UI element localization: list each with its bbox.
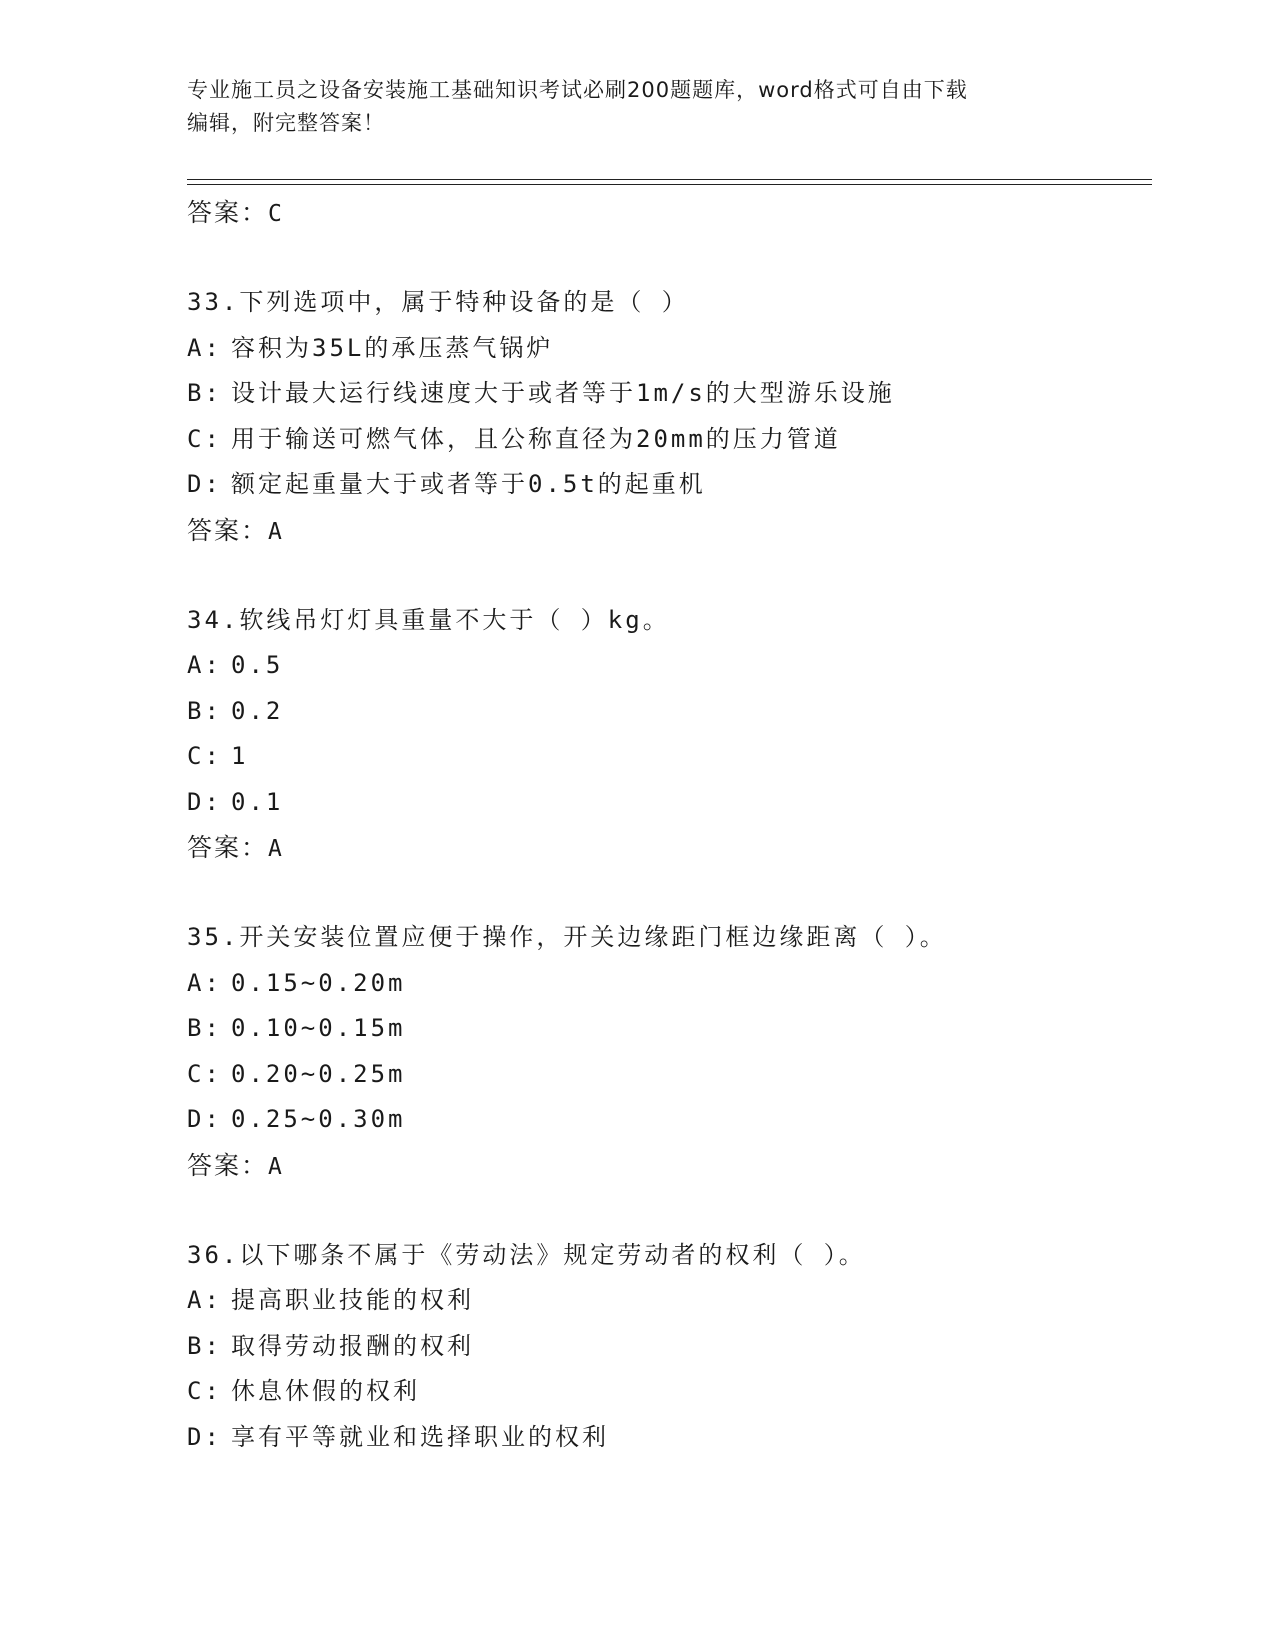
answer-label: 答案： (187, 833, 269, 862)
document-title (187, 74, 1067, 140)
option-key: B: (187, 696, 222, 725)
answer-value: A (268, 518, 284, 545)
answer-label: 答案： (187, 1150, 269, 1180)
option-key: A: (187, 968, 222, 997)
option-c (187, 1052, 1137, 1098)
option-d (187, 1415, 1137, 1461)
question-33 (187, 280, 1137, 554)
question-stem: 36.以下哪条不属于《劳动法》规定劳动者的权利（ ）。 (187, 1240, 866, 1269)
option-text: 提高职业技能的权利 (231, 1286, 474, 1314)
option-b (187, 371, 1137, 417)
option-text: 0.20~0.25m (231, 1059, 406, 1088)
option-text: 设计最大运行线速度大于或者等于1m/s的大型游乐设施 (231, 379, 895, 407)
option-key: C: (187, 424, 222, 453)
previous-answer (187, 190, 1137, 236)
title-line-2: 编辑，附完整答案！ (187, 111, 385, 135)
header-divider-top (187, 179, 1152, 180)
header-divider-bottom (187, 184, 1152, 185)
option-key: D: (187, 1105, 222, 1133)
answer-line (187, 825, 1137, 871)
option-text: 0.1 (231, 787, 284, 816)
option-key: C: (187, 1059, 222, 1088)
question-stem: 34.软线吊灯灯具重量不大于（ ）kg。 (187, 605, 670, 634)
option-text: 0.5 (231, 651, 284, 679)
option-d (187, 1097, 1137, 1143)
option-text: 取得劳动报酬的权利 (231, 1331, 474, 1360)
option-text: 0.10~0.15m (231, 1014, 406, 1042)
question-34 (187, 598, 1137, 872)
option-text: 休息休假的权利 (231, 1377, 420, 1405)
option-text: 1 (231, 742, 249, 770)
option-c (187, 734, 1137, 780)
option-key: B: (187, 379, 222, 407)
option-a (187, 326, 1137, 372)
question-list (187, 190, 1137, 1460)
answer-line (187, 1143, 1137, 1189)
option-text: 容积为35L的承压蒸气锅炉 (231, 333, 554, 362)
option-b (187, 1324, 1137, 1370)
option-key: B: (187, 1331, 222, 1360)
option-key: D: (187, 1422, 222, 1451)
question-stem: 35.开关安装位置应便于操作，开关边缘距门框边缘距离（ ）。 (187, 923, 947, 951)
title-line-1: 专业施工员之设备安装施工基础知识考试必刷200题题库，word格式可自由下载 (187, 78, 968, 102)
option-key: D: (187, 787, 222, 816)
answer-label: 答案： (187, 198, 269, 227)
answer-line (187, 508, 1137, 554)
option-key: A: (187, 651, 222, 679)
answer-label: 答案： (187, 515, 269, 545)
question-35 (187, 915, 1137, 1189)
answer-value: C (268, 201, 284, 227)
option-text: 0.15~0.20m (231, 968, 406, 997)
question-36 (187, 1233, 1137, 1461)
option-d (187, 462, 1137, 508)
option-b (187, 689, 1137, 735)
option-key: D: (187, 470, 222, 498)
option-a (187, 1278, 1137, 1324)
option-key: A: (187, 333, 222, 362)
option-d (187, 780, 1137, 826)
option-text: 享有平等就业和选择职业的权利 (231, 1422, 609, 1451)
option-key: A: (187, 1286, 222, 1314)
option-a (187, 643, 1137, 689)
option-b (187, 1006, 1137, 1052)
option-a (187, 961, 1137, 1007)
option-key: C: (187, 742, 222, 770)
answer-value: A (268, 1153, 284, 1180)
question-stem: 33.下列选项中，属于特种设备的是（ ） (187, 288, 689, 316)
answer-value: A (268, 836, 284, 862)
option-text: 用于输送可燃气体，且公称直径为20mm的压力管道 (231, 424, 841, 453)
option-text: 额定起重量大于或者等于0.5t的起重机 (231, 470, 706, 498)
option-text: 0.25~0.30m (231, 1105, 406, 1133)
option-key: B: (187, 1014, 222, 1042)
option-text: 0.2 (231, 696, 284, 725)
option-c (187, 1369, 1137, 1415)
option-c (187, 417, 1137, 463)
option-key: C: (187, 1377, 222, 1405)
